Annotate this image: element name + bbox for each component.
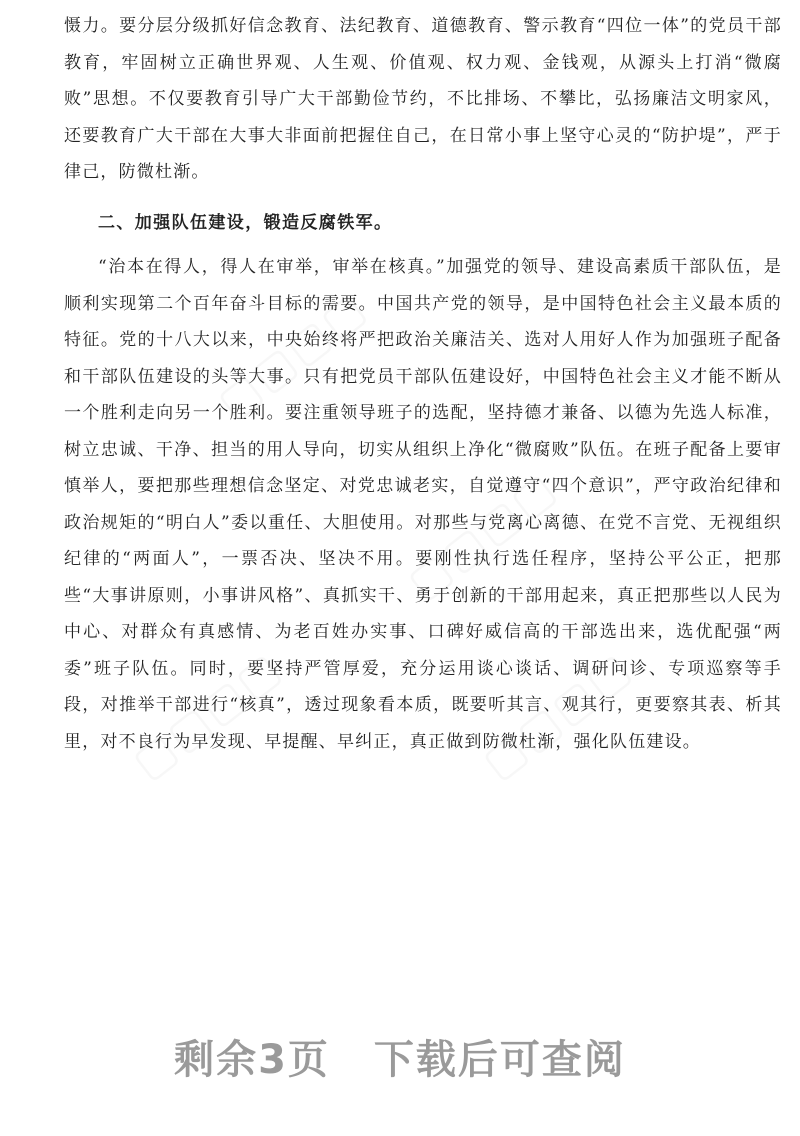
download-prompt-label: 下载后可查阅 [373,1037,626,1083]
download-banner[interactable] [0,1028,800,1085]
watermark: ▢▢▢▢ [122,641,292,790]
document-body [64,8,782,760]
remaining-pages-label: 剩余3页 [174,1037,330,1083]
watermark: ▢▢▢▢ [207,281,377,430]
section-heading [64,205,782,242]
section-heading-text: 二、加强队伍建设，锻造反腐铁军。 [98,212,393,233]
paragraph-body: “治本在得人，得人在审举，审举在核真。”加强党的领导、建设高素质干部队伍，是顺利实现第二个百年奋斗目标的需要。中国共产党的领导，是中国特色社会主义最本质的特征。党的十八大以来，中央始终将严把政治关廉洁关、选对人用好人作为加强班子配备和干部队伍建设的头等大事。只有把党员干部队伍建设好，中国特色社会主义才能不断从一个胜利走向另一个胜利。要注重领导班子的选配，坚持德才兼备、以德为先选人标准，树立忠诚、干净、担当的用人导向，切实从组织上净化“微腐败”队伍。在班子配备上要审慎举人，要把那些理想信念坚定、对党忠诚老实，自觉遵守“四个意识”，严守政治纪律和政治规矩的“明白人”委以重任、大胆使用。对那些与党离心离德、在党不言党、无视组织纪律的“两面人”，一票否决、坚决不用。要刚性执行选任程序，坚持公平公正，把那些“大事讲原则，小事讲风格”、真抓实干、勇于创新的干部用起来，真正把那些以人民为中心、对群众有真感情、为老百姓办实事、口碑好威信高的干部选出来，选优配强“两委”班子队伍。同时，要坚持严管厚爱，充分运用谈心谈话、调研问诊、专项巡察等手段，对推举干部进行“核真”，透过现象看本质，既要听其言、观其行，更要察其表、析其里，对不良行为早发现、早提醒、早纠正，真正做到防微杜渐，强化队伍建设。 [64,257,782,752]
watermark: ▢▢▢▢ [472,641,642,790]
paragraph-continuation: 慑力。要分层分级抓好信念教育、法纪教育、道德教育、警示教育“四位一体”的党员干部教育，牢固树立正确世界观、人生观、价值观、权力观、金钱观，从源头上打消“微腐败”思想。不仅要教育引导广大干部勤俭节约，不比排场、不攀比，弘扬廉洁文明家风，还要教育广大干部在大事大非面前把握住自己，在日常小事上坚守心灵的“防护堤”，严于律己，防微杜渐。 [64,16,782,182]
watermark: ▢▢▢▢ [397,461,567,610]
